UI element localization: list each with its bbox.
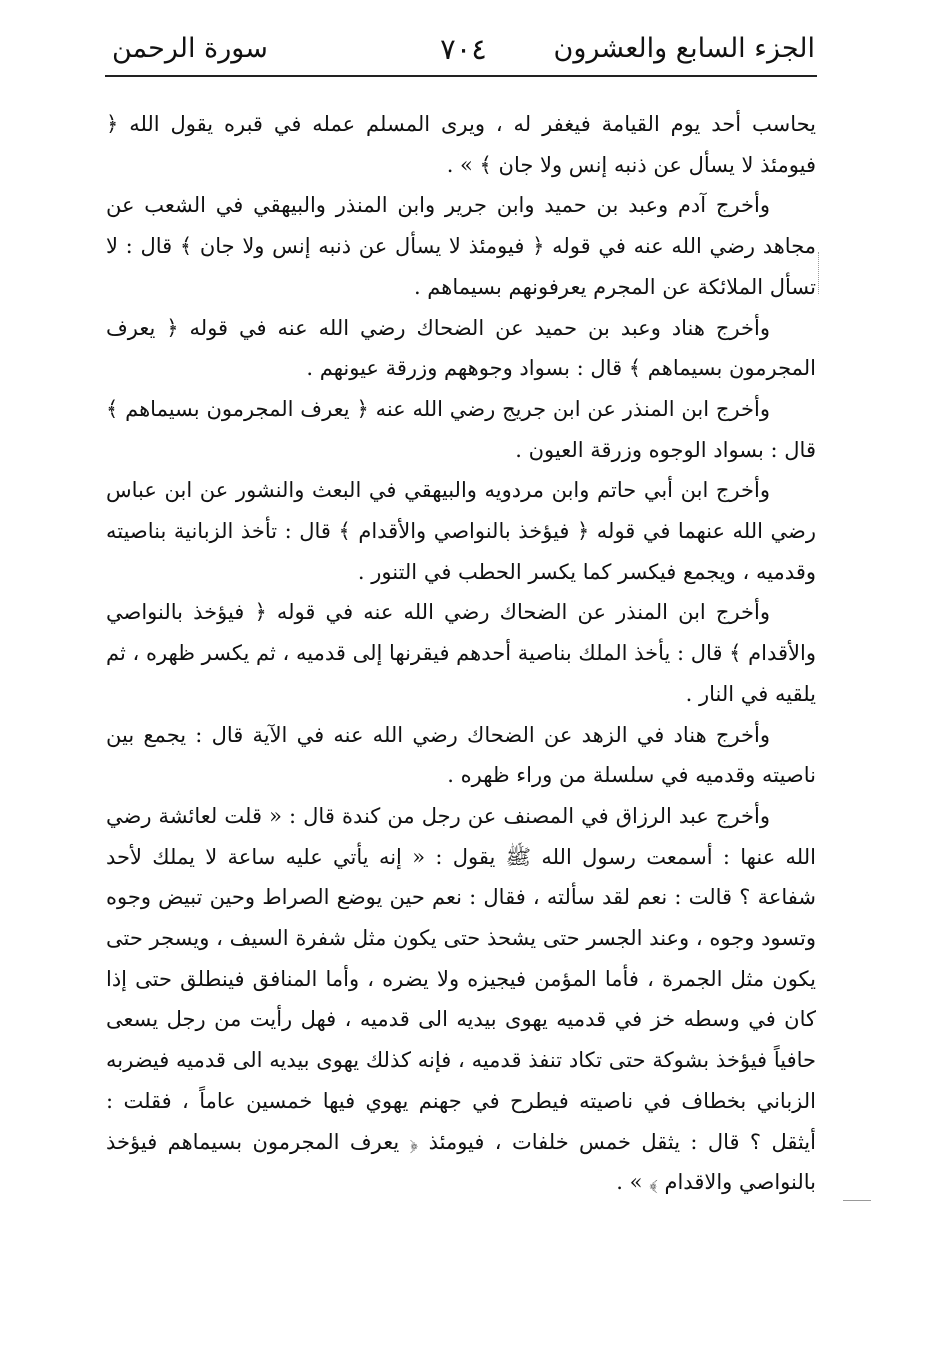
page-number: ٧٠٤ <box>440 32 487 66</box>
surah-title: سورة الرحمن <box>112 33 268 64</box>
paragraph: وأخرج ابن المنذر عن الضحاك رضي الله عنه في قوله ﴿ فيؤخذ بالنواصي والأقدام ﴾ قال : يأخذ الملك بناصية أحدهم فيقرنها إلى قدميه ، ثم يكسر ظهره ، ثم يلقيه في النار . <box>106 600 816 706</box>
margin-mark <box>818 252 819 294</box>
paragraph: وأخرج عبد الرزاق في المصنف عن رجل من كندة قال : « قلت لعائشة رضي الله عنها : أسمعت رسول الله ﷺ يقول : « إنه يأتي عليه ساعة لا يملك لأحد شفاعة ؟ قالت : نعم لقد سألته ، فقال : نعم حين يوضع الصراط وحين تبيض وجوه وتسود وجوه ، وعند الجسر حتى يشحذ حتى يكون مثل شفرة السيف ، ويسجر حتى يكون مثل الجمرة ، فأما المؤمن فيجيزه ولا يضره ، وأما المنافق فينطلق حتى إذا كان في وسطه خز في قدميه يهوى بيديه الى قدميه ، فهل رأيت من رجل يسعى حافياً فيؤخذ بشوكة حتى تكاد تنفذ قدميه ، فإنه كذلك يهوى بيديه الى قدميه فيضربه الزباني بخطاف في ناصيته فيطرح في جهنم يهوي فيها خمسين عاماً ، فقلت : أيثقل ؟ قال : يثقل خمس خلفات ، فيومئذ ﴿ يعرف المجرمون بسيماهم فيؤخذ بالنواصي والاقدام ﴾ » . <box>106 803 816 1195</box>
paragraph: وأخرج هناد في الزهد عن الضحاك رضي الله عنه في الآية قال : يجمع بين ناصيته وقدميه في سلسلة من وراء ظهره . <box>106 722 816 788</box>
page-header <box>112 26 815 72</box>
page-body <box>106 104 816 1203</box>
paragraph: وأخرج هناد وعبد بن حميد عن الضحاك رضي الله عنه في قوله ﴿ يعرف المجرمون بسيماهم ﴾ قال : بسواد وجوههم وزرقة عيونهم . <box>106 315 816 381</box>
paragraph: وأخرج ابن المنذر عن ابن جريج رضي الله عنه ﴿ يعرف المجرمون بسيماهم ﴾ قال : بسواد الوجوه وزرقة العيون . <box>106 396 816 462</box>
header-rule <box>105 75 817 77</box>
paragraph: يحاسب أحد يوم القيامة فيغفر له ، ويرى المسلم عمله في قبره يقول الله ﴿ فيومئذ لا يسأل عن ذنبه إنس ولا جان ﴾ » . <box>106 112 816 177</box>
juz-title: الجزء السابع والعشرون <box>553 33 815 64</box>
margin-mark <box>843 1200 871 1201</box>
paragraph: وأخرج ابن أبي حاتم وابن مردويه والبيهقي في البعث والنشور عن ابن عباس رضي الله عنهما في قوله ﴿ فيؤخذ بالنواصي والأقدام ﴾ قال : تأخذ الزبانية بناصيته وقدميه ، ويجمع فيكسر كما يكسر الحطب في التنور . <box>106 478 816 584</box>
paragraph: وأخرج آدم وعبد بن حميد وابن جرير وابن المنذر والبيهقي في الشعب عن مجاهد رضي الله عنه في قوله ﴿ فيومئذ لا يسأل عن ذنبه إنس ولا جان ﴾ قال : لا تسأل الملائكة عن المجرم يعرفونهم بسيماهم . <box>106 193 816 299</box>
